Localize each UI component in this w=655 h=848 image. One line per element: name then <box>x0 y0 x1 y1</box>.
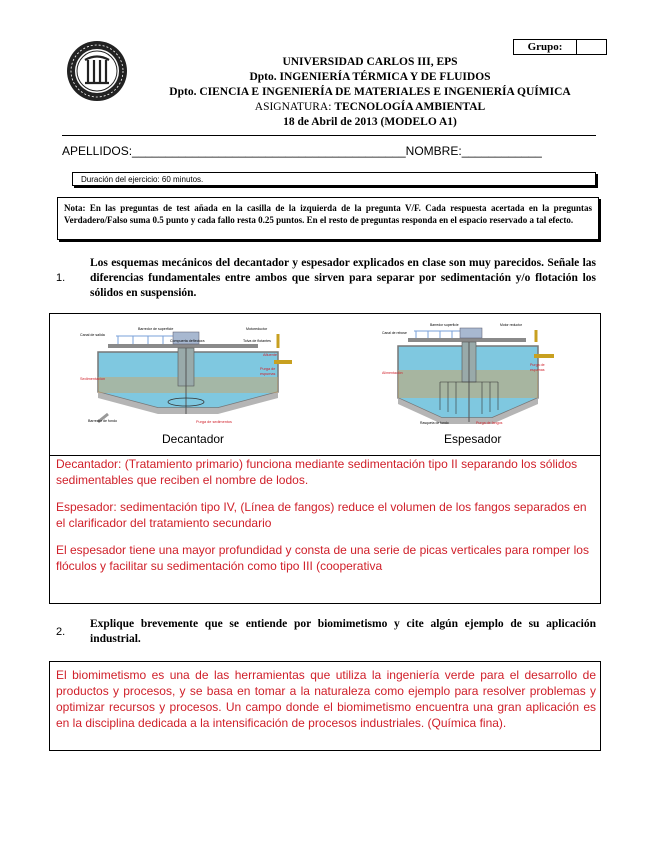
university-logo <box>66 40 128 102</box>
svg-text:Sedimentacion: Sedimentacion <box>80 377 106 381</box>
grupo-label: Grupo: <box>514 40 577 54</box>
svg-text:espumas: espumas <box>260 372 276 376</box>
subject-prefix: ASIGNATURA: <box>254 101 335 113</box>
svg-text:espumas: espumas <box>530 368 545 372</box>
question-1-answer-paragraph: El espesador tiene una mayor profundidad y consta de una serie de picas verticales para romper los flóculos y facilitar su sedimentación como tipo III (cooperativa <box>56 543 589 573</box>
svg-text:Rasqueta de fondo: Rasqueta de fondo <box>420 421 449 425</box>
svg-text:Motoreductor: Motoreductor <box>246 327 268 331</box>
exam-header <box>140 55 600 130</box>
svg-text:Purga de sedimentos: Purga de sedimentos <box>196 420 232 424</box>
svg-text:Canal de salida: Canal de salida <box>80 333 105 337</box>
student-name-row <box>62 144 602 158</box>
department-2: Dpto. CIENCIA E INGENIERÍA DE MATERIALES E INGENIERÍA QUÍMICA <box>169 86 571 98</box>
question-1-number: 1. <box>56 272 66 284</box>
svg-text:Compuerta deflectora: Compuerta deflectora <box>170 339 205 343</box>
grupo-field[interactable] <box>577 40 606 54</box>
question-2-number: 2. <box>56 626 66 638</box>
espesador-caption: Espesador <box>444 432 502 446</box>
svg-text:Purga de fangos: Purga de fangos <box>476 421 503 425</box>
question-2-text: Explique brevemente que se entiende por biomimetismo y cite algún ejemplo de su aplicación industrial. <box>90 618 596 645</box>
decantador-diagram <box>78 322 296 427</box>
university-name: UNIVERSIDAD CARLOS III, EPS <box>282 56 458 68</box>
espesador-diagram <box>380 322 556 427</box>
nombre-label: NOMBRE: <box>405 144 462 158</box>
svg-text:Barredor superficie: Barredor superficie <box>430 323 459 327</box>
subject-line <box>140 100 600 115</box>
svg-text:Barredor de fondo: Barredor de fondo <box>88 419 117 423</box>
svg-text:Canal de rebose: Canal de rebose <box>382 331 407 335</box>
svg-text:Tolva de flotantes: Tolva de flotantes <box>243 339 271 343</box>
grupo-box <box>513 39 607 55</box>
svg-text:Purga de: Purga de <box>530 363 545 367</box>
svg-text:Barredor de superficie: Barredor de superficie <box>138 327 174 331</box>
subject-name: TECNOLOGÍA AMBIENTAL <box>334 101 486 113</box>
apellidos-field[interactable]: _________________________________________ <box>132 144 406 158</box>
svg-text:Alimentación: Alimentación <box>382 371 403 375</box>
instructions-note: Nota: En las preguntas de test añada en la casilla de la izquierda de la pregunta V/F. Cada respuesta acertada en la preguntas Verdadero/Falso suma 0.5 punto y cada fallo resta 0.25 puntos. En el resto de preguntas responda en el espacio reservado a tal efecto. <box>57 197 599 240</box>
department-1: Dpto. INGENIERÍA TÉRMICA Y DE FLUIDOS <box>249 71 491 83</box>
svg-text:Purga de: Purga de <box>260 367 276 371</box>
svg-text:Motor reductor: Motor reductor <box>500 323 523 327</box>
apellidos-label: APELLIDOS: <box>62 144 133 158</box>
question-1-text: Los esquemas mecánicos del decantador y espesador explicados en clase son muy parecidos. Señale las diferencias fundamentales entre ambos que sirven para separar por sedimentación y/o flotación los sólidos en suspensión. <box>90 257 596 299</box>
exam-date: 18 de Abril de 2013 (MODELO A1) <box>283 116 457 128</box>
duration-box: Duración del ejercicio: 60 minutos. <box>72 172 596 186</box>
header-divider <box>62 135 596 136</box>
nombre-field[interactable]: ____________ <box>461 144 542 158</box>
question-1-answer-paragraph: Espesador: sedimentación tipo IV, (Línea de fangos) reduce el volumen de los fangos separados en el clarificador del tratamiento secundario <box>56 500 587 530</box>
question-1-answer-paragraph: Decantador: (Tratamiento primario) funciona mediante sedimentación tipo II separando los sólidos sedimentables que reciben el nombre de lodos. <box>56 457 578 487</box>
question-2-answer: El biomimetismo es una de las herramientas que utiliza la ingeniería verde para el desarrollo de productos y procesos, y se basa en tomar a la naturaleza como ejemplo para resolver problemas y optimizar recursos y procesos. Un campo donde el biomimetismo encuentra una gran aplicación es en la disciplina dedicada a la intensificación de procesos industriales. (Química fina). <box>56 668 596 730</box>
svg-text:Afluente: Afluente <box>263 353 277 357</box>
decantador-caption: Decantador <box>162 432 225 446</box>
